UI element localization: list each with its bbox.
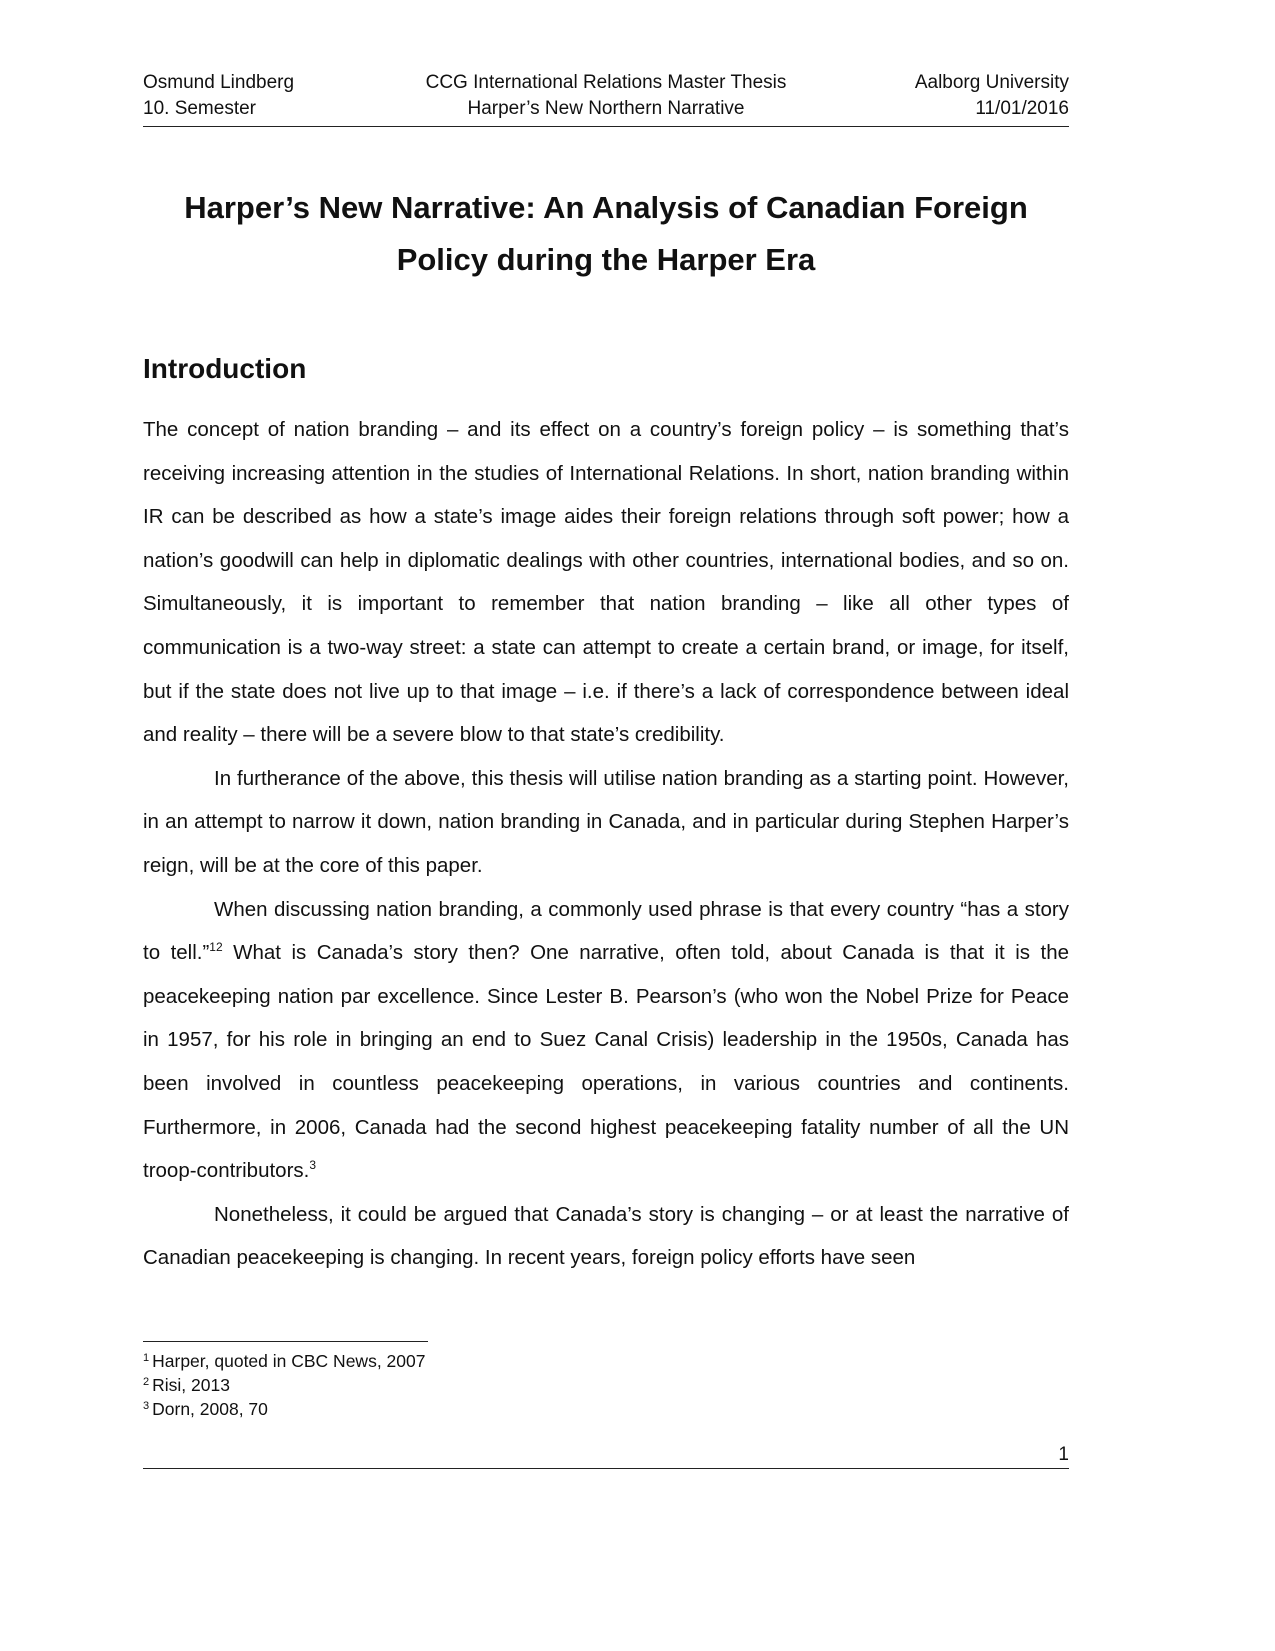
body-text — [143, 408, 1069, 1280]
author-name: Osmund Lindberg — [143, 72, 295, 93]
running-header — [143, 70, 1069, 127]
footnote-number: 2 — [143, 1376, 150, 1388]
footnote-ref-12: 12 — [209, 940, 223, 955]
paragraph-3-part-b: What is Canada’s story then? One narrative, often told, about Canada is that it is the peacekeeping nation par excellence. Since Lester B. Pearson’s (who won the Nobel Prize for Peace in 1957, for his role in bringing an end to Suez Canal Crisis) leadership in the 1950s, Canada has been involved in countless peacekeeping operations, in various countries and continents. Furthermore, in 2006, Canada had the second highest peacekeeping fatality number of all the UN troop-contributors. — [143, 941, 1069, 1183]
paragraph-4: Nonetheless, it could be argued that Canada’s story is changing – or at least the narrative of Canadian peacekeeping is changing. In recent years, foreign policy efforts have seen — [143, 1202, 1069, 1270]
thesis-short-title: Harper’s New Northern Narrative — [467, 98, 745, 119]
footnote-separator — [143, 1341, 428, 1342]
footnote-text: Risi, 2013 — [152, 1375, 230, 1395]
paragraph-3-part-a: When discussing nation branding, a commonly used phrase is that every country “has a story to tell.” — [143, 897, 1069, 965]
paragraph-2: In furtherance of the above, this thesis will utilise nation branding as a starting point. However, in an attempt to narrow it down, nation branding in Canada, and in particular during Stephen Harper’s reign, will be at the core of this paper. — [143, 766, 1069, 877]
footnote — [143, 1397, 425, 1421]
footnote — [143, 1349, 425, 1373]
document-title — [143, 182, 1069, 286]
footnote-number: 3 — [143, 1400, 150, 1412]
university-name: Aalborg University — [914, 72, 1069, 93]
document-date: 11/01/2016 — [975, 98, 1069, 119]
footnote-text: Harper, quoted in CBC News, 2007 — [152, 1351, 426, 1371]
semester: 10. Semester — [143, 98, 256, 119]
page-number: 1 — [1058, 1444, 1069, 1465]
section-heading: Introduction — [143, 353, 307, 384]
title-line-1: Harper’s New Narrative: An Analysis of Canadian Foreign — [184, 190, 1028, 225]
footnote — [143, 1373, 425, 1397]
title-line-2: Policy during the Harper Era — [396, 242, 816, 277]
footnote-ref-3: 3 — [309, 1158, 317, 1173]
page-footer — [143, 1441, 1069, 1469]
thesis-program: CCG International Relations Master Thesis — [425, 72, 787, 93]
header-right — [915, 70, 1069, 122]
paragraph-1: The concept of nation branding – and its effect on a country’s foreign policy – is something that’s receiving increasing attention in the studies of International Relations. In short, nation branding within IR can be described as how a state’s image aides their foreign relations through soft power; how a nation’s goodwill can help in diplomatic dealings with other countries, international bodies, and so on. Simultaneously, it is important to remember that nation branding – like all other types of communication is a two-way street: a state can attempt to create a certain brand, or image, for itself, but if the state does not live up to that image – i.e. if there’s a lack of correspondence between ideal and reality – there will be a severe blow to that state’s credibility. — [143, 418, 1069, 747]
footnote-number: 1 — [143, 1352, 150, 1364]
paragraph-3 — [143, 888, 1069, 1193]
footnote-text: Dorn, 2008, 70 — [152, 1399, 268, 1419]
footnotes — [143, 1349, 425, 1421]
